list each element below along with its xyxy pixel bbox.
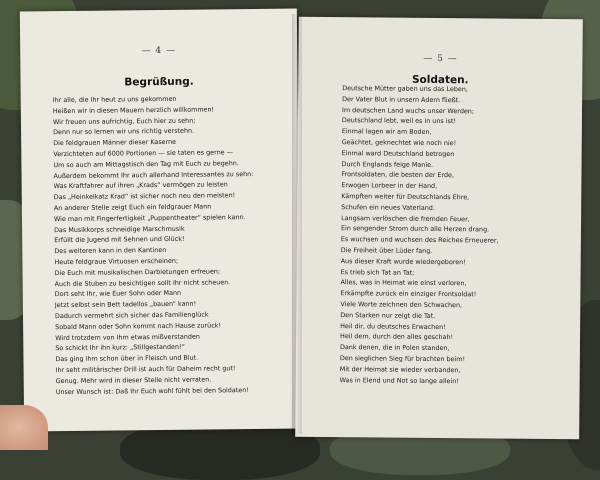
poem-line: Jetzt selbst sein Bett tadellos „bauen“ kann! (54, 299, 197, 310)
poem-line: Unser Wunsch ist: Daß Ihr Euch wohl fühlt bei den Soldaten! (55, 385, 249, 396)
poem-line: Es wuchsen und wuchsen des Reiches Erneuerer, (340, 235, 499, 245)
left-page (20, 9, 301, 432)
poem-line: Deutsche Mütter gaben uns das Leben, (342, 84, 468, 94)
poem-line: So schickt Ihr ihn kurz: „Stillgestanden!“ (55, 343, 185, 353)
poem-line: Alles, was in Heimat wie einst verloren, (340, 278, 467, 288)
poem-line: Im deutschen Land wuchs unser Werden; (341, 105, 475, 115)
poem-line: Auch die Stuben zu besichtigen sollt Ihr nicht scheuen. (54, 277, 231, 288)
poem-line: Ein sengender Strom durch alle Herzen drang. (340, 224, 490, 234)
poem-line: Um so auch am Mittagstisch den Tag mit Euch zu begehn. (53, 158, 239, 169)
poem-line: Wir freuen uns aufrichtig, Euch hier zu sehn; (52, 116, 196, 126)
poem-line: Dank denen, die in Polen standen, (339, 343, 450, 353)
poem-line: Erfüllt die Jugend mit Sehnen und Glück! (54, 235, 185, 245)
poem-line: Geächtet, geknechtet wie noch nie! (341, 138, 457, 148)
poem-line: Dadurch vermehrt sich sicher das Familienglück (54, 310, 209, 321)
left-page-title: Begrüßung. (124, 75, 194, 89)
poem-line: Was Kraftfahrer auf ihren „Krads“ vermögen zu leisten (53, 180, 228, 191)
poem-line: Der Vater Blut in unsern Adern fließt. (342, 94, 461, 104)
book-gutter (292, 14, 302, 434)
right-page-title: Soldaten. (411, 73, 469, 87)
poem-line: Ihr alle, die Ihr heut zu uns gekommen (52, 94, 177, 105)
poem-line: Was in Elend und Not so lange allein! (339, 375, 459, 385)
right-page (295, 17, 583, 439)
poem-line: Erkämpfte zurück ein einziger Frontsoldat! (340, 289, 477, 299)
poem-line: Viele Worte zeichnen den Schwachen, (340, 300, 463, 310)
poem-line: Das ging ihm schon über in Fleisch und Blut. (55, 353, 199, 364)
poem-line: Außerdem bekommt Ihr auch allerhand Interessantes zu sehn: (53, 169, 254, 180)
poem-line: Deutschland lebt, weil es in uns ist! (341, 116, 456, 126)
poem-line: Durch Englands feige Manie. (341, 159, 434, 169)
poem-line: Den sieglichen Sieg für brachten beim! (339, 354, 466, 364)
thumb (0, 405, 48, 450)
poem-line: Erwogen Lorbeer in der Hand, (341, 181, 438, 191)
poem-line: Aus dieser Kraft wurde wiedergeboren! (340, 256, 466, 266)
left-page-poem (53, 93, 296, 398)
poem-line: Frontsoldaten, die besten der Erde, (341, 170, 455, 180)
poem-line: Die feldgrauen Männer dieser Kaserne (53, 138, 177, 148)
poem-line: Denn nur so lernen wir uns richtig verstehn. (53, 127, 195, 137)
right-page-number: — 5 — (423, 53, 458, 65)
poem-line: Den Starken nur zeigt die Tat. (340, 310, 436, 320)
poem-line: Die Freiheit über Lüder fang. (340, 246, 433, 255)
poem-line: Sobald Mann oder Sohn kommt nach Hause zurück! (55, 321, 222, 331)
poem-line: Heute feldgraue Virtuosen erscheinen; (54, 256, 179, 267)
poem-line: Wie man mit Fingerfertigkeit „Puppentheater“ spielen kann. (53, 212, 246, 223)
poem-line: Es trieb sich Tat an Tat; (340, 267, 415, 277)
poem-line: Verzichteten auf 6000 Portionen — sie taten es gerne — (53, 148, 234, 159)
poem-line: Ihr seht militärischer Drill ist auch für Daheim recht gut! (55, 364, 236, 375)
poem-line: Einmal lagen wir am Boden, (341, 127, 432, 137)
poem-line: Das Musikkorps schneidige Marschmusik (54, 224, 185, 234)
poem-line: Das „Heinkelkatz Krad“ ist sicher noch neu den meisten! (53, 191, 236, 202)
poem-line: Genug. Mehr wird in dieser Stelle nicht verraten. (55, 375, 212, 385)
poem-line: Des weiteren kann in den Kantinen (54, 246, 167, 256)
poem-line: Heil dir, du deutsches Erwachen! (340, 321, 446, 331)
poem-line: Einmal ward Deutschland betrogen (341, 148, 455, 158)
poem-line: Langsam verlöschen die fremden Feuer, (341, 213, 470, 223)
poem-line: Heil dem, durch den alles geschah! (340, 332, 454, 342)
poem-line: Die Euch mit musikalischen Darbietungen erfreuen; (54, 267, 221, 277)
poem-line: Heißen wir in diesen Mauern herzlich willkommen! (52, 105, 215, 115)
poem-line: Dort seht Ihr, wie Euer Sohn oder Mann (54, 289, 182, 299)
poem-line: Kämpften weiter für Deutschlands Ehre, (341, 192, 470, 202)
poem-line: Schufen ein neues Vaterland. (341, 202, 435, 212)
poem-line: An anderer Stelle zeigt Euch ein feldgrauer Mann (53, 202, 212, 213)
left-page-number: — 4 — (141, 45, 177, 57)
right-page-poem (340, 83, 573, 387)
poem-line: Wird trotzdem von Ihm etwas mißverstanden (55, 332, 200, 342)
poem-line: Mit der Heimat sie wieder verbanden, (339, 364, 461, 374)
